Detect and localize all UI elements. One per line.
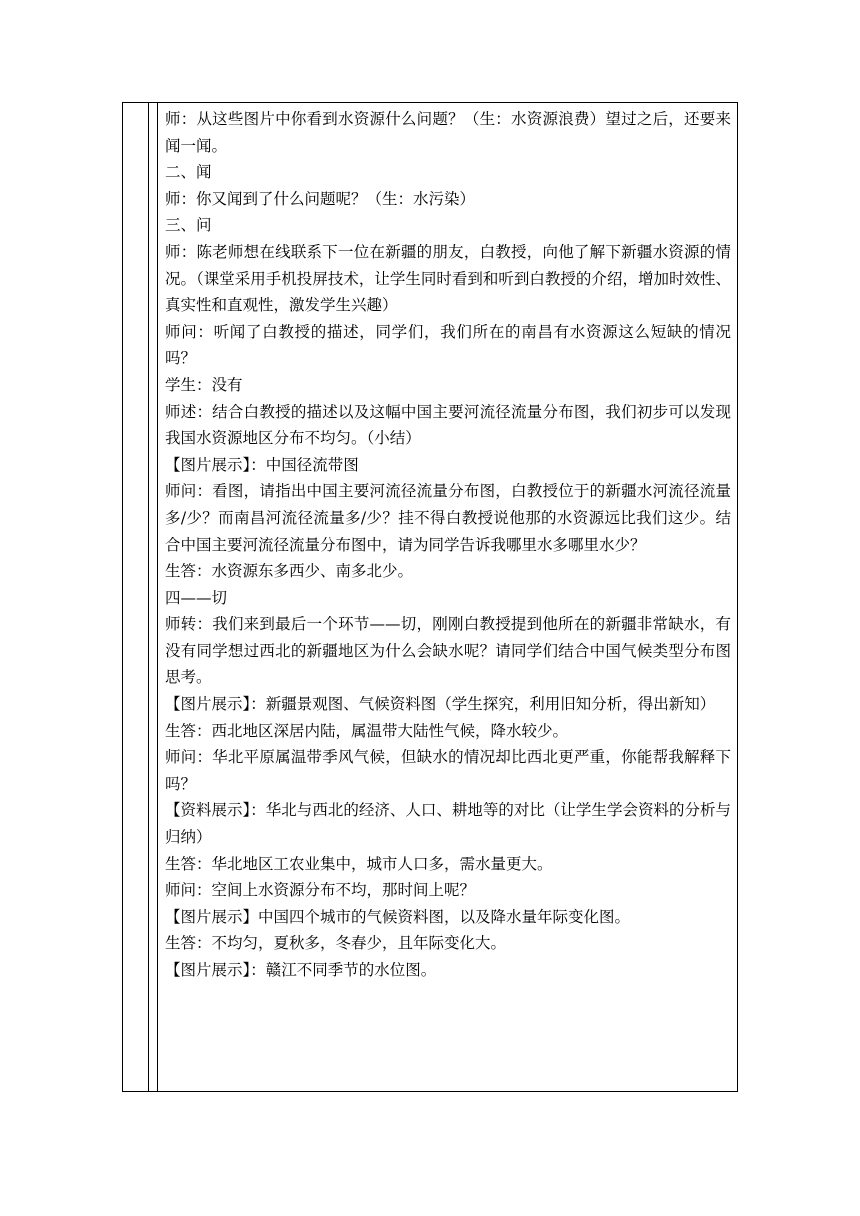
paragraph-time-question: 师问：空间上水资源分布不均，那时间上呢？	[165, 881, 476, 900]
lesson-table	[122, 102, 738, 1092]
paragraph-runoff-question: 师问：看图，请指出中国主要河流径流量分布图，白教授位于的新疆水河流径流量多/少？而南昌河流径流量多/少？挂不得白教授说他那的水资源远比我们这少。结合中国主要河流径流量分布图中，请为同学告诉我哪里水多哪里水少？	[165, 482, 731, 554]
column-divider-2	[157, 103, 158, 1091]
paragraph-data-comparison: 【资料展示】：华北与西北的经济、人口、耕地等的对比（让学生学会资料的分析与归纳）	[165, 801, 731, 847]
heading-cut: 四——切	[165, 588, 228, 607]
column-divider-1	[148, 103, 149, 1091]
paragraph-xinjiang-question: 师转：我们来到最后一个环节——切，刚刚白教授提到他所在的新疆非常缺水，有没有同学想过西北的新疆地区为什么会缺水呢？请同学们结合中国气候类型分布图思考。	[165, 615, 731, 687]
paragraph-nanchang-question: 师问：听闻了白教授的描述，同学们，我们所在的南昌有水资源这么短缺的情况吗？	[165, 322, 731, 368]
paragraph-answer-seasonal: 生答：不均匀，夏秋多，冬春少，且年际变化大。	[165, 934, 507, 953]
paragraph-answer-northwest: 生答：西北地区深居内陆，属温带大陆性气候，降水较少。	[165, 721, 569, 740]
paragraph-answer-east-west: 生答：水资源东多西少、南多北少。	[165, 562, 414, 581]
heading-smell: 二、闻	[165, 163, 212, 182]
paragraph-answer-north-china: 生答：华北地区工农业集中，城市人口多，需水量更大。	[165, 854, 553, 873]
paragraph-student-answer-no: 学生：没有	[165, 375, 243, 394]
paragraph-image-runoff: 【图片展示】：中国径流带图	[165, 455, 359, 474]
paragraph-north-china-question: 师问：华北平原属温带季风气候，但缺水的情况却比西北更严重，你能帮我解释下吗？	[165, 748, 731, 793]
lesson-content-cell	[165, 106, 731, 984]
paragraph-image-ganjiang: 【图片展示】：赣江不同季节的水位图。	[165, 961, 437, 979]
paragraph-look-question: 师：从这些图片中你看到水资源什么问题？（生：水资源浪费）望过之后，还要来闻一闻。	[165, 110, 731, 155]
paragraph-image-cities: 【图片展示】中国四个城市的气候资料图，以及降水量年际变化图。	[165, 907, 631, 926]
paragraph-online-contact: 师：陈老师想在线联系下一位在新疆的朋友，白教授，向他了解下新疆水资源的情况。（课堂采用手机投屏技术，让学生同时看到和听到白教授的介绍，增加时效性、真实性和直观性，激发学生兴趣）	[165, 242, 731, 315]
paragraph-summary: 师述：结合白教授的描述以及这幅中国主要河流径流量分布图，我们初步可以发现我国水资源地区分布不均匀。（小结）	[165, 402, 731, 448]
paragraph-image-xinjiang: 【图片展示】：新疆景观图、气候资料图（学生探究，利用旧知分析，得出新知）	[165, 695, 716, 714]
paragraph-smell-question: 师：你又闻到了什么问题呢？（生：水污染）	[165, 189, 476, 208]
heading-ask: 三、问	[165, 216, 212, 235]
